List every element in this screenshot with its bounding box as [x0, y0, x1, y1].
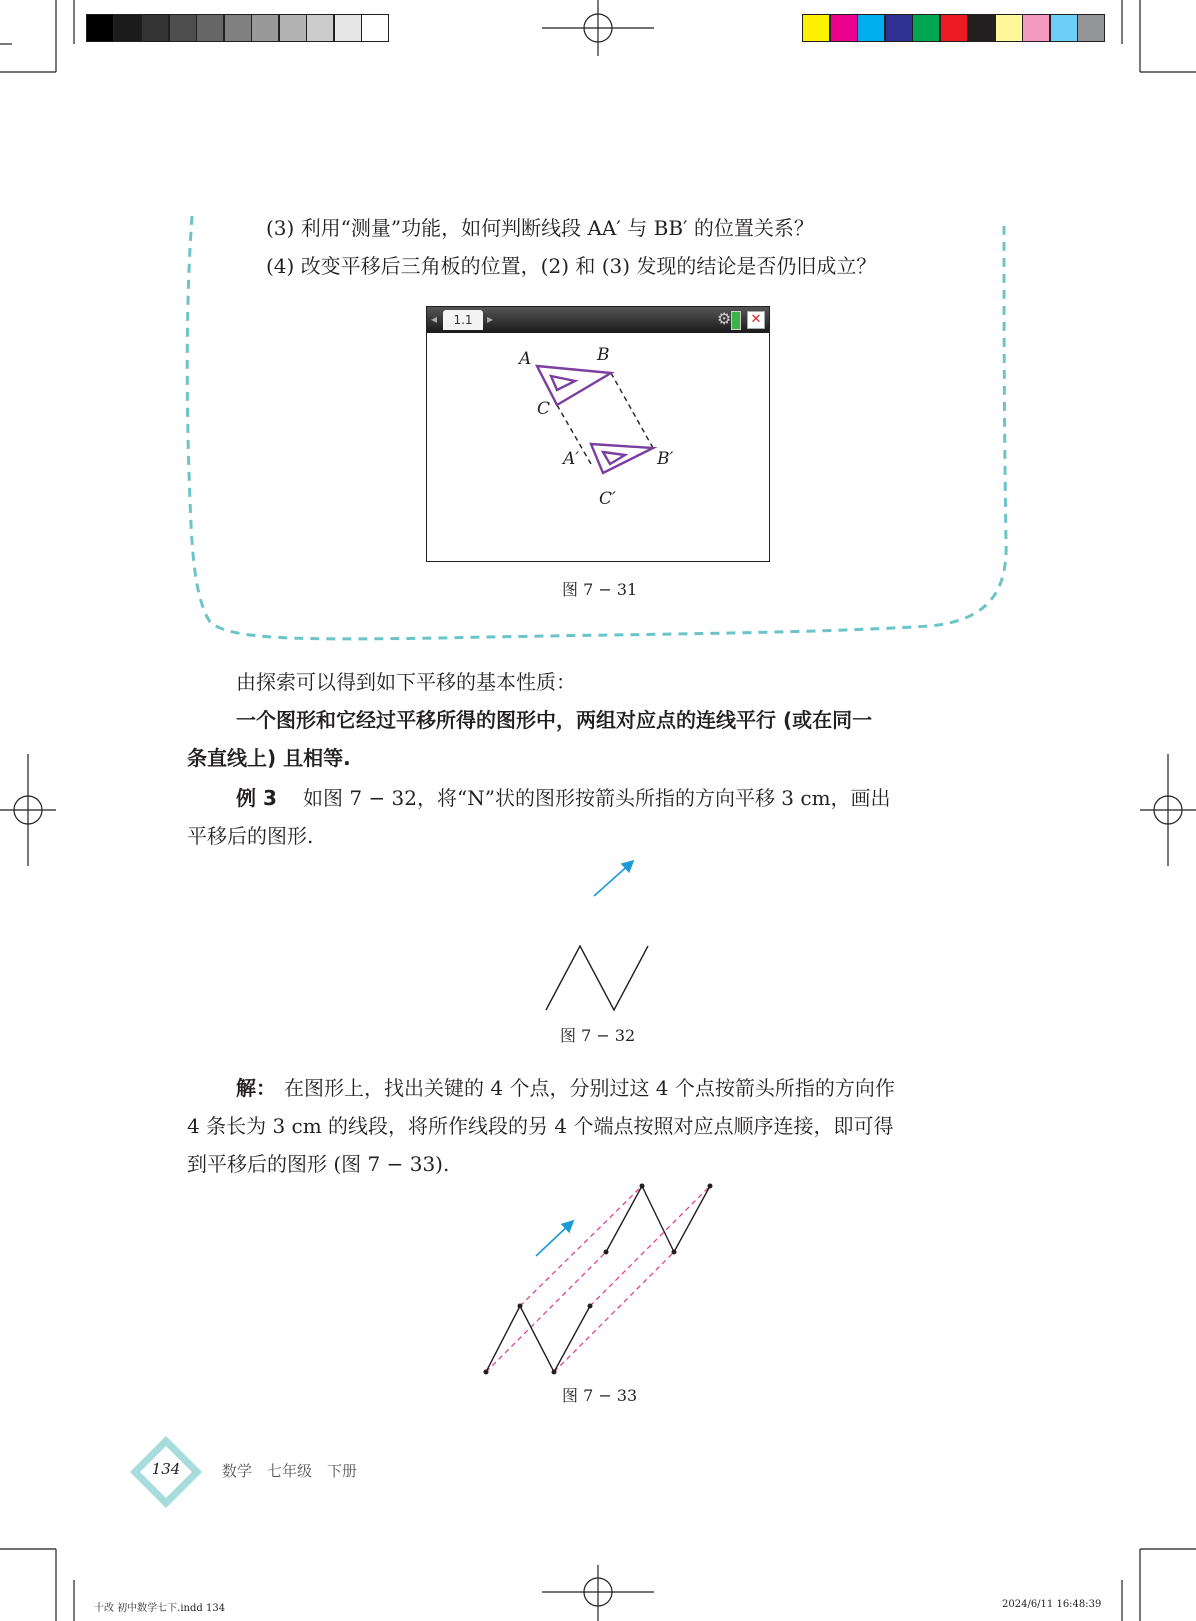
tab-page[interactable]: 1.1 [443, 310, 483, 330]
question-3: (3) 利用“测量”功能，如何判断线段 AA′ 与 BB′ 的位置关系？ [266, 216, 814, 240]
close-icon[interactable]: ✕ [747, 311, 765, 329]
translation-segments [486, 1186, 710, 1372]
label-A-prime: A′ [563, 449, 580, 469]
label-C-prime: C′ [599, 489, 616, 509]
property-line-2: 条直线上) 且相等. [187, 746, 351, 770]
key-points [484, 1184, 713, 1375]
property-line-1: 一个图形和它经过平移所得的图形中，两组对应点的连线平行 (或在同一 [236, 708, 873, 732]
print-timestamp: 2024/6/11 16:48:39 [1002, 1599, 1102, 1610]
example-label: 例 3 [236, 786, 277, 810]
solution-line-1: 在图形上，找出关键的 4 个点，分别过这 4 个点按箭头所指的方向作 [284, 1076, 895, 1100]
right-arrow-icon[interactable]: ▸ [487, 312, 494, 326]
solution-line-3: 到平移后的图形 (图 7 − 33). [187, 1152, 450, 1176]
label-A: A [519, 349, 532, 369]
question-4: (4) 改变平移后三角板的位置，(2) 和 (3) 发现的结论是否仍旧成立？ [266, 254, 877, 278]
file-name: 十改 初中数学七下.indd 134 [94, 1603, 226, 1614]
figure-caption-7-32: 图 7 − 32 [560, 1026, 636, 1045]
original-n-shape [486, 1306, 590, 1372]
solution-line-2: 4 条长为 3 cm 的线段，将所作线段的另 4 个端点按照对应点顺序连接，即可得 [187, 1114, 894, 1138]
example-line-1: 如图 7 − 32，将“N”状的图形按箭头所指的方向平移 3 cm，画出 [303, 786, 891, 810]
left-arrow-icon[interactable]: ◂ [431, 312, 438, 326]
direction-arrow [536, 1222, 572, 1256]
intro-text: 由探索可以得到如下平移的基本性质： [236, 670, 576, 694]
label-B-prime: B′ [657, 449, 674, 469]
label-B: B [597, 345, 610, 365]
page-number: 134 [151, 1460, 181, 1478]
figure-caption-7-33: 图 7 − 33 [562, 1386, 638, 1405]
example-line-2: 平移后的图形. [187, 824, 314, 848]
solution-label: 解： [236, 1076, 276, 1100]
label-C: C [537, 399, 551, 419]
book-title: 数学 七年级 下册 [222, 1462, 358, 1480]
figure-caption-7-31: 图 7 − 31 [562, 580, 638, 599]
gear-icon[interactable]: ⚙ [717, 309, 732, 328]
translated-n-shape [606, 1186, 710, 1252]
